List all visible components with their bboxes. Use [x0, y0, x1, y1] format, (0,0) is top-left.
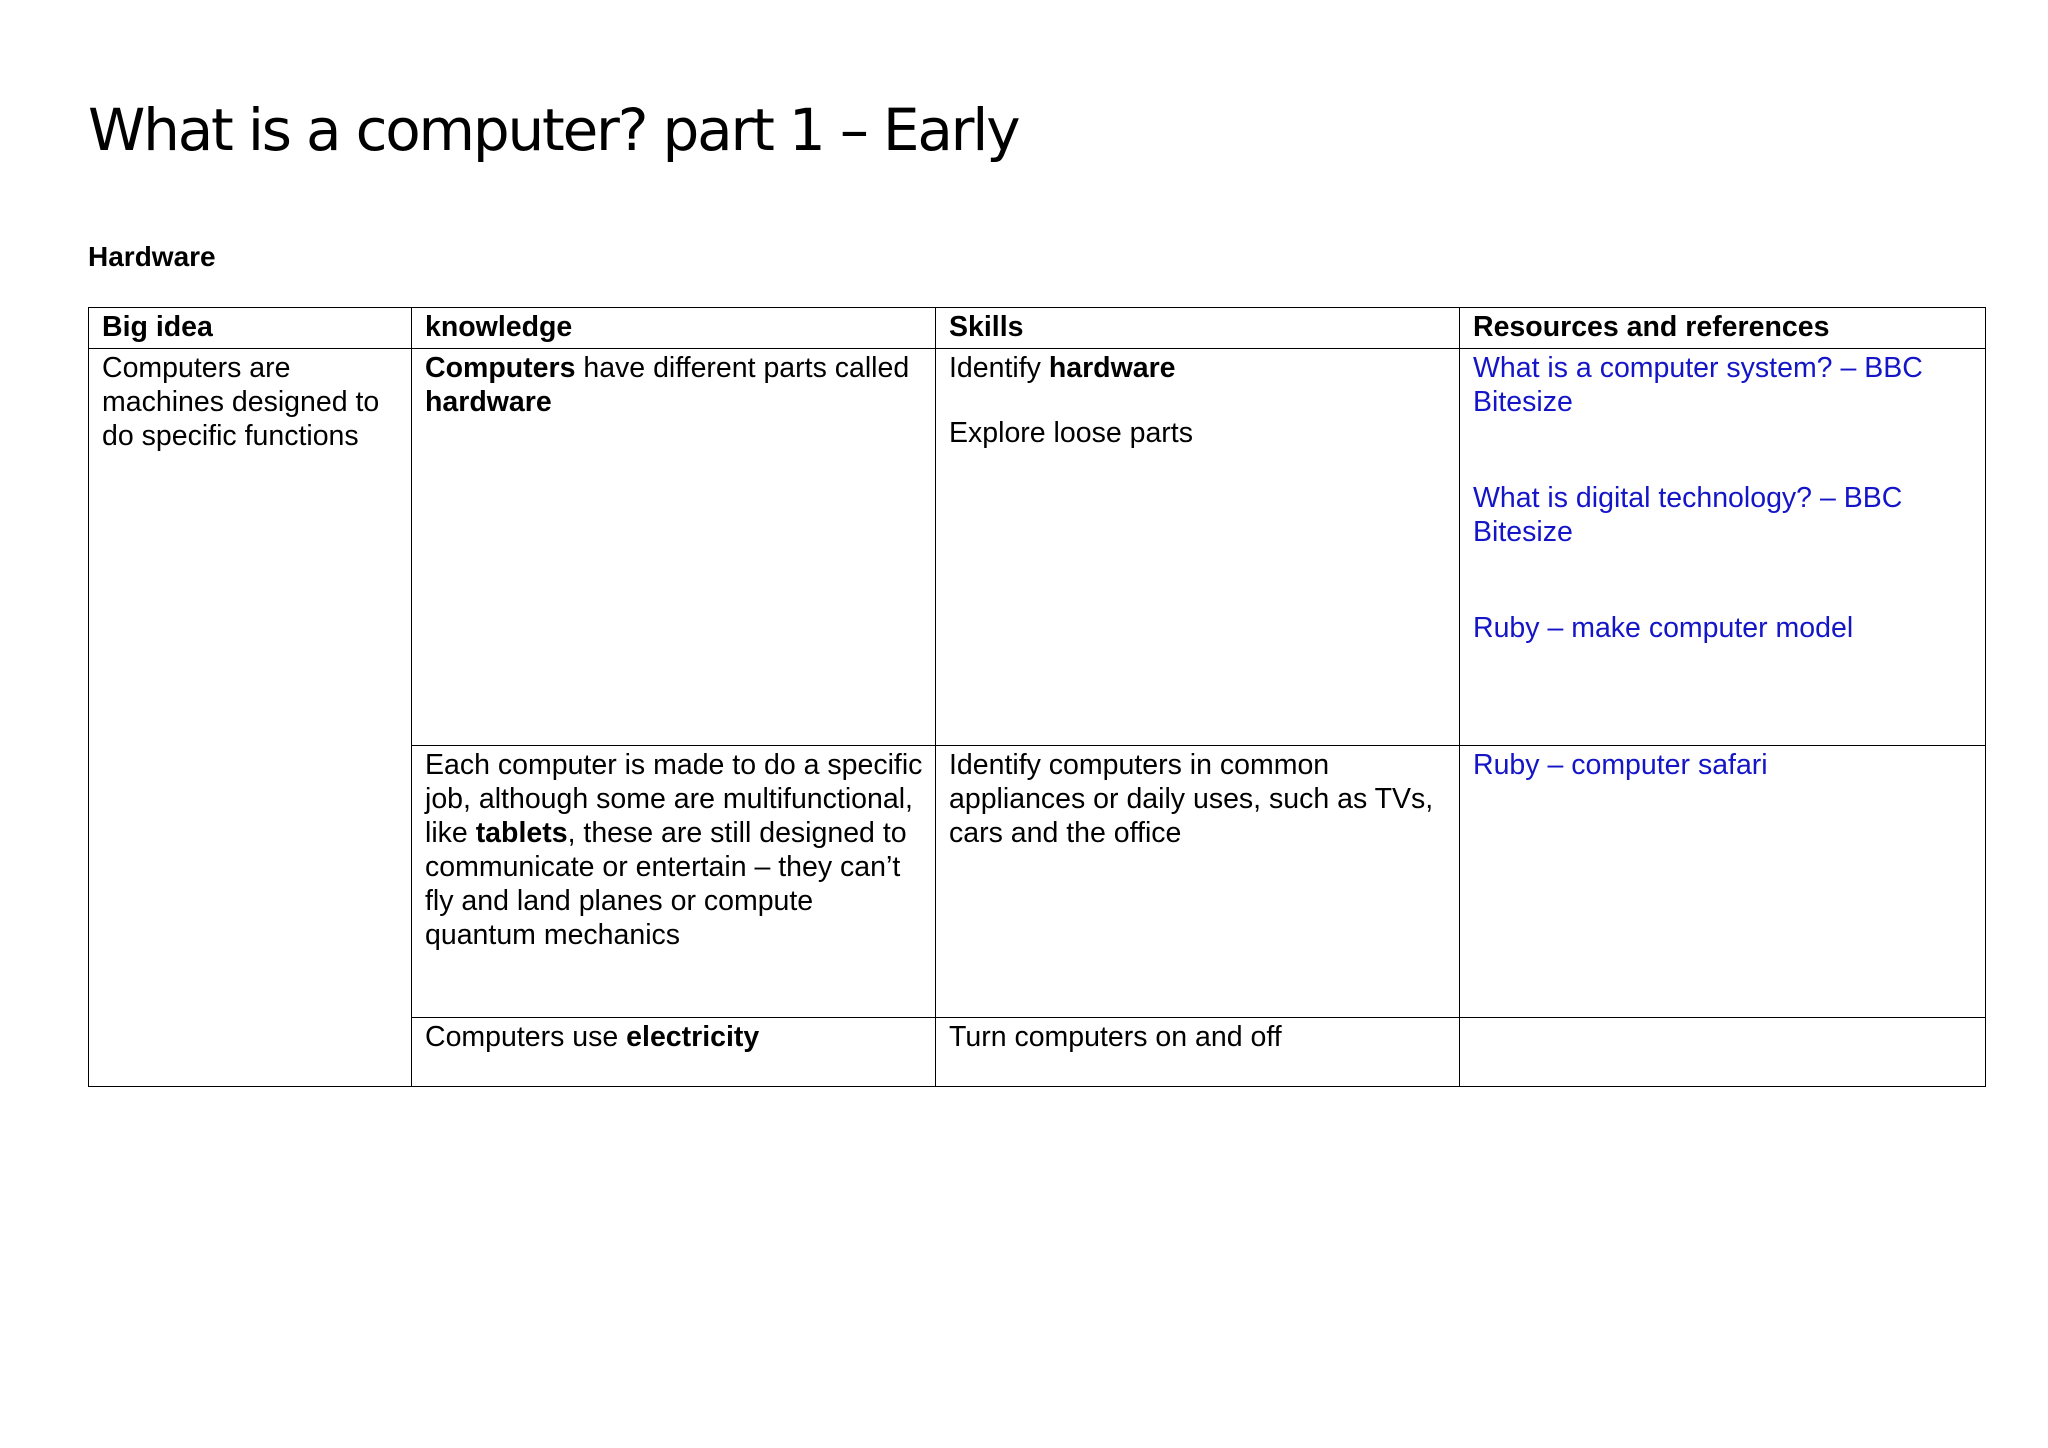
knowledge-bold-term: hardware	[425, 386, 552, 418]
table-row	[89, 349, 1986, 746]
header-skills: Skills	[936, 308, 1460, 349]
resource-link-ruby-computer-model[interactable]: Ruby – make computer model	[1473, 612, 1854, 644]
knowledge-text: , these are still designed to communicate or entertain – they can’t fly and land planes or compute quantum mechanics	[425, 817, 907, 951]
resources-cell	[1460, 349, 1986, 746]
header-resources: Resources and references	[1460, 308, 1986, 349]
knowledge-text: have different parts called	[575, 352, 910, 384]
section-heading-hardware: Hardware	[88, 241, 216, 272]
table-header-row	[89, 308, 1986, 349]
page-title: What is a computer? part 1 – Early	[88, 96, 1019, 164]
skill-bold-term: hardware	[1048, 352, 1176, 384]
skill-item	[949, 351, 1447, 385]
resource-link-bbc-digital-technology[interactable]: What is digital technology? – BBC Bitesize	[1473, 482, 1903, 548]
big-idea-cell: Computers are machines designed to do specific functions	[89, 349, 412, 1087]
knowledge-bold-term: tablets	[475, 817, 568, 849]
skill-item: Explore loose parts	[949, 417, 1193, 449]
skills-cell	[936, 349, 1460, 746]
skills-cell: Identify computers in common appliances or daily uses, such as TVs, cars and the office	[936, 746, 1460, 1018]
resource-link-bbc-computer-system[interactable]: What is a computer system? – BBC Bitesize	[1473, 352, 1923, 418]
header-knowledge: knowledge	[412, 308, 936, 349]
knowledge-text: Each computer is made to do a specific job, although some are multifunctional, like	[425, 749, 923, 849]
resources-cell-empty	[1460, 1018, 1986, 1087]
curriculum-table	[88, 307, 1986, 1087]
skills-cell: Turn computers on and off	[936, 1018, 1460, 1087]
knowledge-cell	[412, 1018, 936, 1087]
knowledge-bold-term: Computers	[425, 352, 576, 384]
skill-text: Identify	[949, 352, 1049, 384]
resource-link-ruby-computer-safari[interactable]: Ruby – computer safari	[1473, 749, 1768, 781]
knowledge-cell	[412, 746, 936, 1018]
resources-cell	[1460, 746, 1986, 1018]
knowledge-bold-term: electricity	[626, 1021, 760, 1053]
knowledge-cell	[412, 349, 936, 746]
header-big-idea: Big idea	[89, 308, 412, 349]
knowledge-text: Computers use	[425, 1021, 627, 1053]
